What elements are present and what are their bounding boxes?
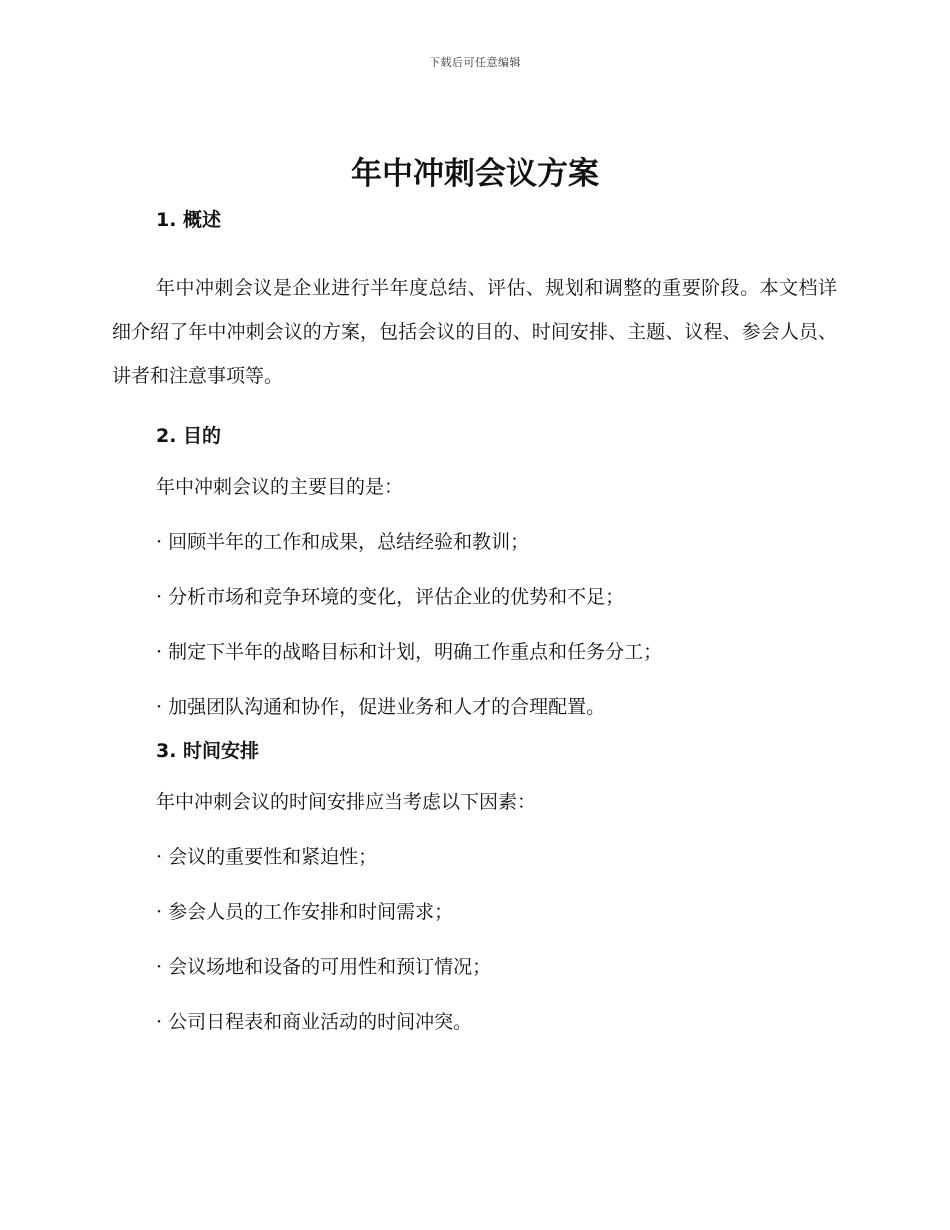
- header-note: 下载后可任意编辑: [429, 56, 521, 69]
- list-item: · 公司日程表和商业活动的时间冲突。: [156, 1011, 473, 1033]
- section-intro: 年中冲刺会议的主要目的是：: [156, 476, 404, 498]
- list-item: · 参会人员的工作安排和时间需求；: [156, 901, 454, 923]
- section-purpose: [112, 420, 837, 735]
- section-heading: 2. 目的: [156, 425, 222, 447]
- section-overview: [112, 204, 837, 398]
- list-item: · 分析市场和竞争环境的变化，评估企业的优势和不足；: [156, 586, 625, 608]
- section-intro: 年中冲刺会议的时间安排应当考虑以下因素：: [156, 791, 537, 813]
- section-paragraph: 年中冲刺会议是企业进行半年度总结、评估、规划和调整的重要阶段。本文档详细介绍了年中冲刺会议的方案，包括会议的目的、时间安排、主题、议程、参会人员、讲者和注意事项等。: [112, 277, 837, 387]
- section-schedule: [112, 735, 837, 1050]
- section-heading: 3. 时间安排: [156, 740, 260, 762]
- list-item: · 会议场地和设备的可用性和预订情况；: [156, 956, 492, 978]
- list-item: · 回顾半年的工作和成果，总结经验和教训；: [156, 531, 530, 553]
- list-item: · 会议的重要性和紧迫性；: [156, 846, 378, 868]
- document-body: [112, 204, 837, 1050]
- document-title: 年中冲刺会议方案: [351, 156, 599, 192]
- list-item: · 加强团队沟通和协作，促进业务和人才的合理配置。: [156, 696, 606, 718]
- list-item: · 制定下半年的战略目标和计划，明确工作重点和任务分工；: [156, 641, 663, 663]
- section-heading: 1. 概述: [156, 209, 222, 231]
